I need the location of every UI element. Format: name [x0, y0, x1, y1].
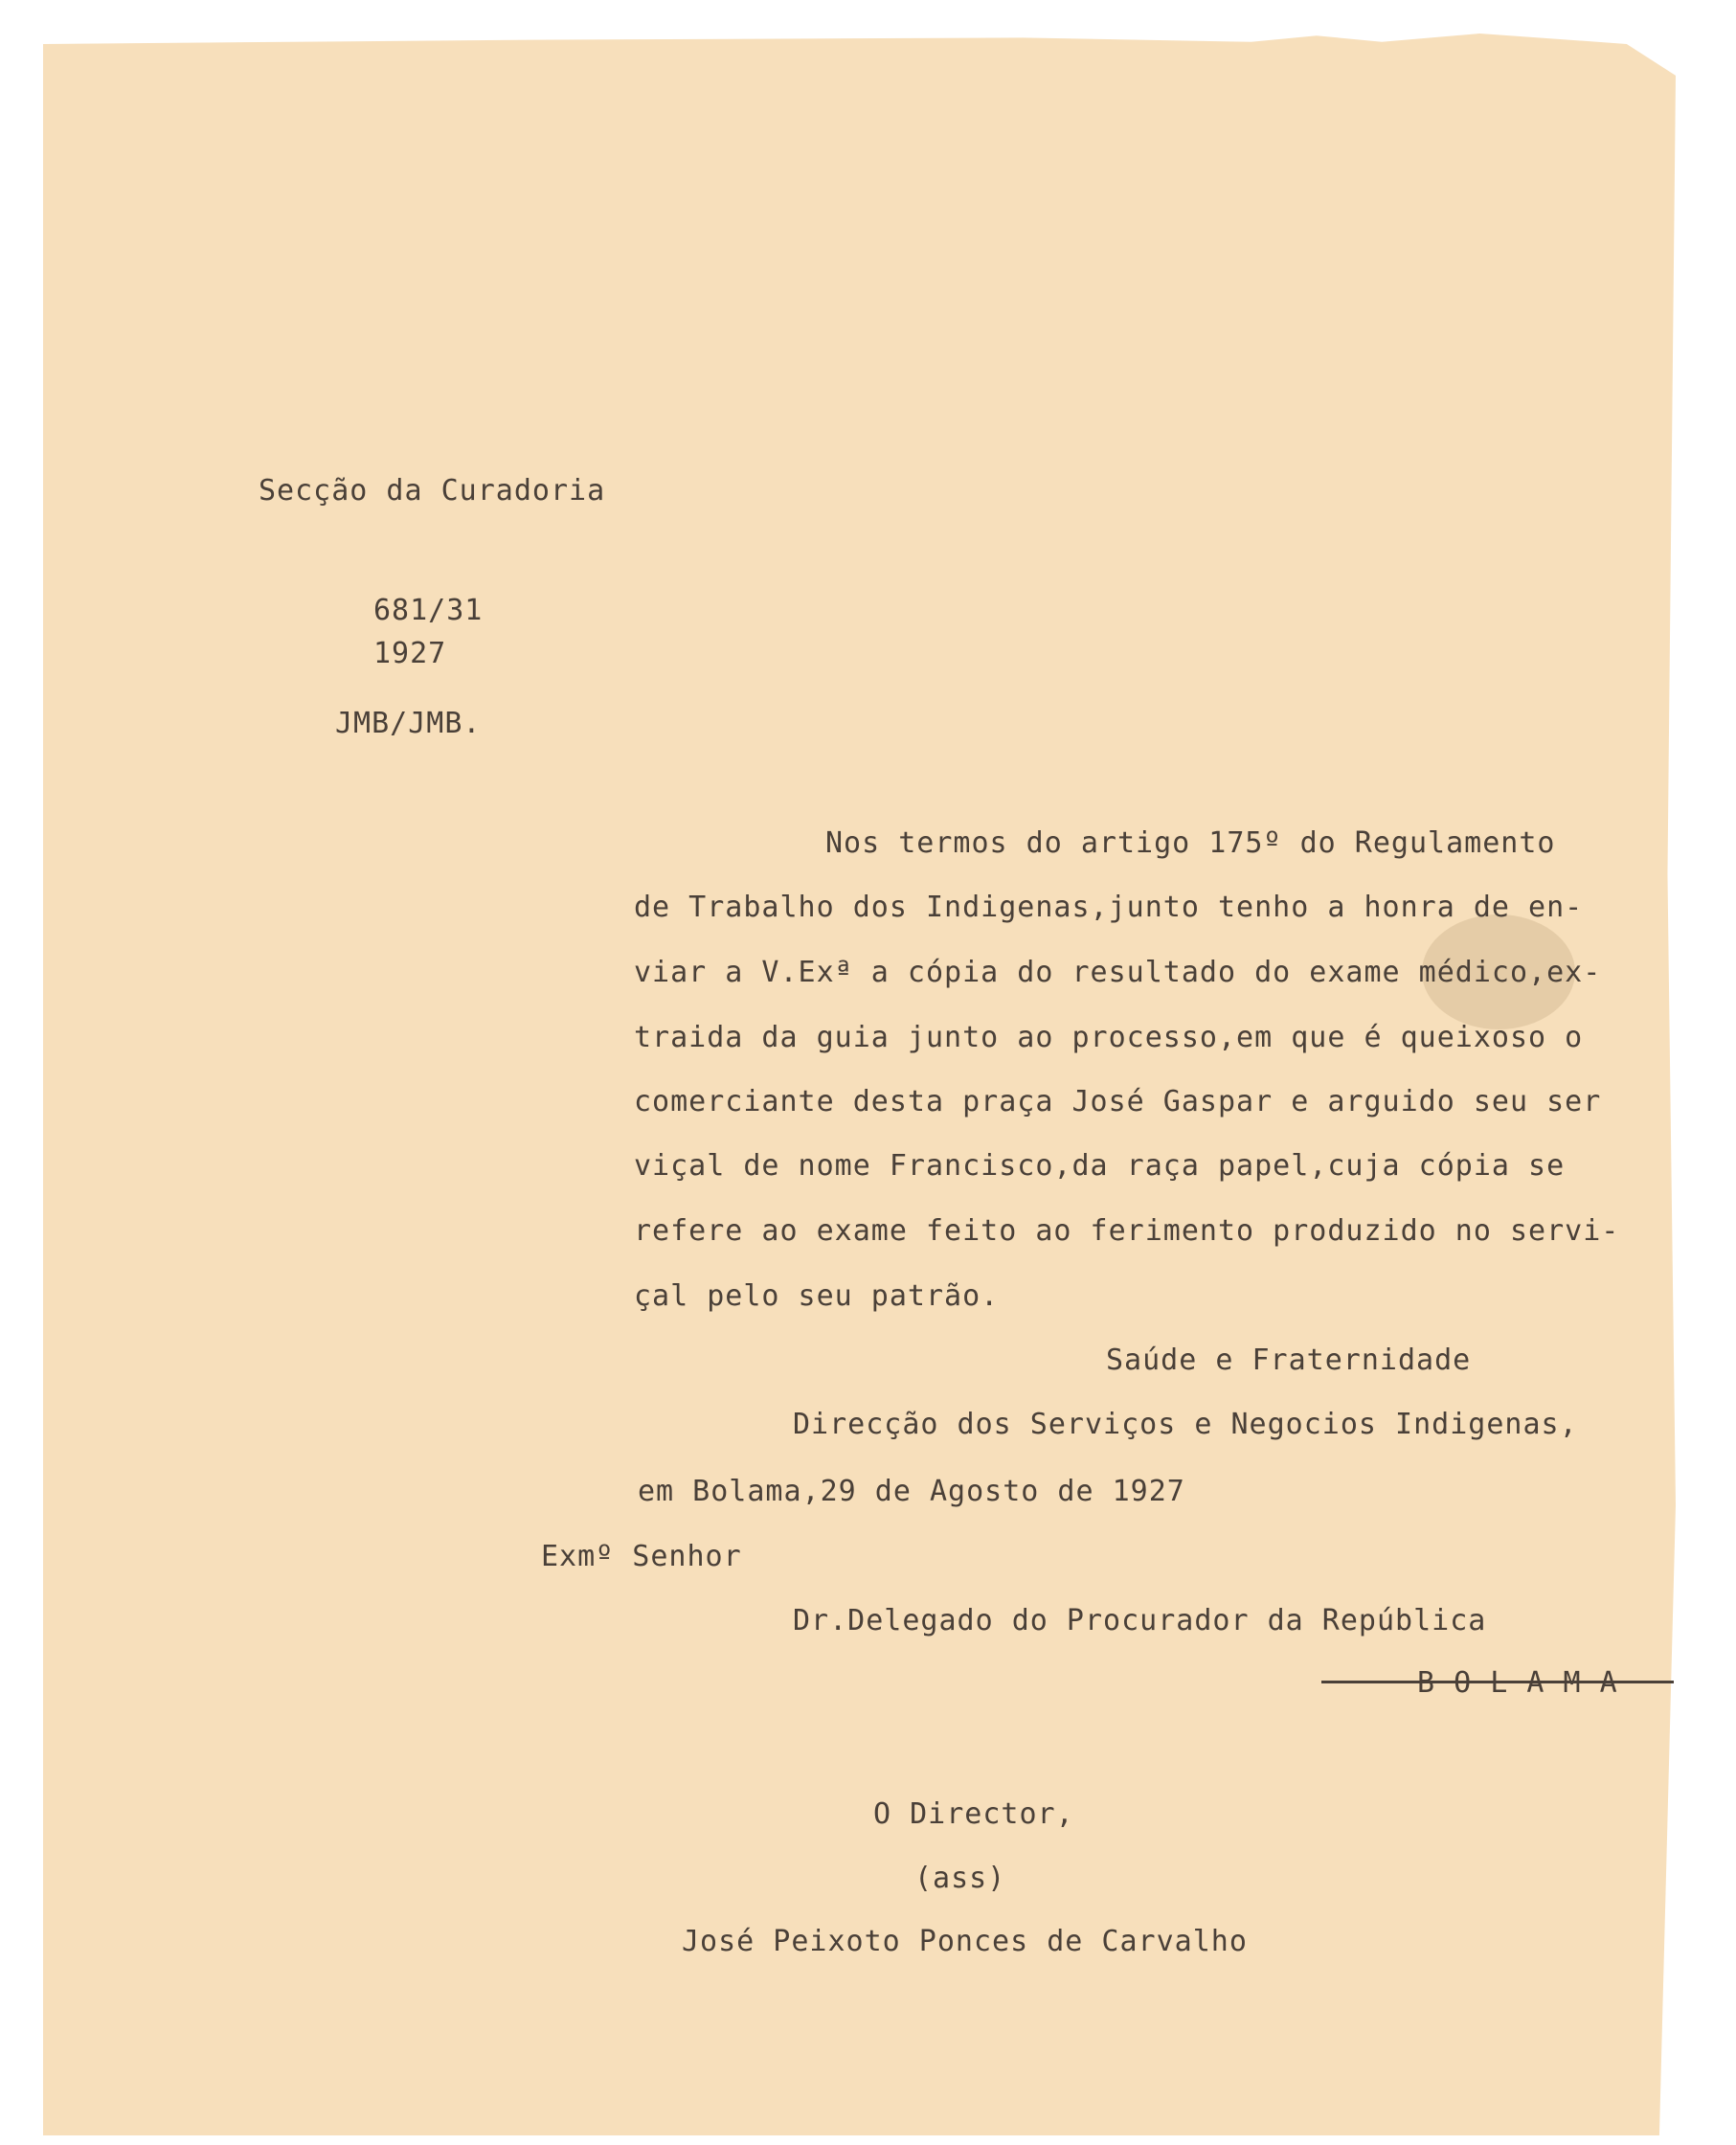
- addressee-greeting: Exmº Senhor: [541, 1540, 742, 1573]
- issuing-office: Direcção dos Serviços e Negocios Indigenas,: [793, 1408, 1578, 1441]
- body-line: refere ao exame feito ao ferimento produzido no servi-: [634, 1214, 1620, 1248]
- body-line: comerciante desta praça José Gaspar e arguido seu ser: [634, 1085, 1602, 1118]
- body-line: Nos termos do artigo 175º do Regulamento: [825, 826, 1556, 860]
- salutation: Saúde e Fraternidade: [1106, 1343, 1472, 1377]
- reference-number: 681/31: [373, 594, 484, 627]
- signed-marker: (ass): [914, 1862, 1006, 1895]
- signer-name: José Peixoto Ponces de Carvalho: [682, 1925, 1248, 1958]
- body-line: viar a V.Exª a cópia do resultado do exame médico,ex-: [634, 956, 1602, 989]
- body-line: çal pelo seu patrão.: [634, 1279, 1000, 1313]
- addressee-name: Dr.Delegado do Procurador da República: [793, 1604, 1487, 1637]
- section-heading: Secção da Curadoria: [259, 474, 606, 508]
- typist-initials: JMB/JMB.: [335, 707, 482, 740]
- body-line: traida da guia junto ao processo,em que é queixoso o: [634, 1021, 1584, 1054]
- place-and-date: em Bolama,29 de Agosto de 1927: [638, 1475, 1185, 1508]
- signer-title: O Director,: [873, 1797, 1074, 1831]
- body-line: viçal de nome Francisco,da raça papel,cuja cópia se: [634, 1149, 1566, 1183]
- addressee-city: B O L A M A: [1417, 1666, 1618, 1700]
- reference-year: 1927: [373, 637, 447, 670]
- body-line: de Trabalho dos Indigenas,junto tenho a honra de en-: [634, 891, 1584, 924]
- city-underline: [1321, 1681, 1674, 1683]
